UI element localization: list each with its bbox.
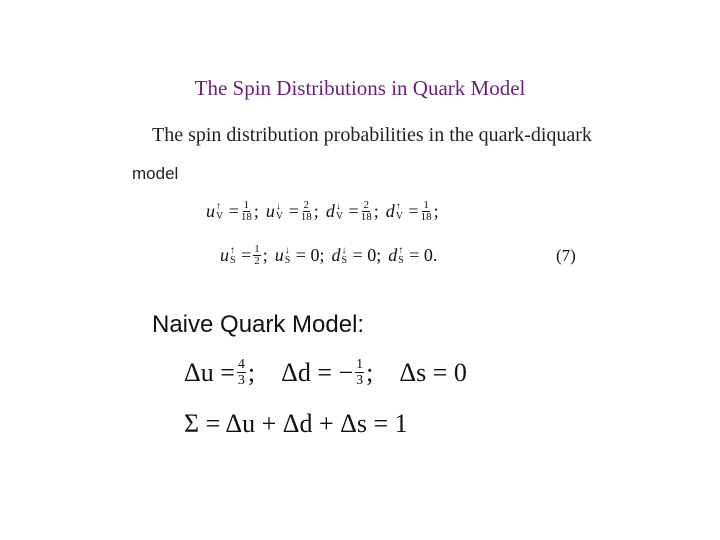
fraction: $\frac{1}{3}$ bbox=[356, 357, 364, 388]
equation-term: u ↑ V = $\frac{1}{18}$ ; bbox=[206, 199, 259, 223]
fraction: $\frac{2}{18}$ bbox=[360, 199, 372, 223]
fraction: $\frac{1}{2}$ bbox=[254, 243, 260, 267]
slide-title: The Spin Distributions in Quark Model bbox=[194, 76, 526, 100]
equation-term: d ↓ V = $\frac{2}{18}$ ; bbox=[325, 199, 379, 223]
fraction: $\frac{1}{18}$ bbox=[240, 199, 252, 223]
equation-term: d ↓ S = 0 ; bbox=[331, 244, 382, 266]
naive-quark-model-heading: Naive Quark Model: bbox=[152, 311, 365, 338]
spin-probability-row-scalar bbox=[220, 244, 444, 267]
equation-term: d ↑ S = 0 . bbox=[388, 244, 438, 266]
equation-term: u ↓ V = $\frac{2}{18}$ ; bbox=[265, 199, 319, 223]
spin-probability-row-valence bbox=[206, 200, 446, 223]
equation-number: (7) bbox=[556, 246, 576, 265]
delta-u-equation: Δu = $\frac{4}{3}$ ; bbox=[184, 357, 256, 388]
delta-s-equation: Δs = 0 bbox=[399, 357, 467, 387]
fraction: $\frac{2}{18}$ bbox=[300, 199, 312, 223]
sigma-sum-equation: Σ = Δu + Δd + Δs = 1 bbox=[184, 409, 408, 438]
fraction: $\frac{1}{18}$ bbox=[420, 199, 432, 223]
intro-text-line2: model bbox=[132, 164, 179, 183]
delta-d-equation: Δd = − $\frac{1}{3}$ ; bbox=[281, 357, 374, 388]
delta-equations-row bbox=[184, 357, 493, 388]
equation-term: u ↑ S = $\frac{1}{2}$ ; bbox=[220, 243, 268, 267]
fraction: $\frac{4}{3}$ bbox=[237, 357, 245, 388]
equation-term: u ↓ S = 0 ; bbox=[274, 244, 325, 266]
intro-text-line1: The spin distribution probabilities in the quark-diquark bbox=[152, 124, 592, 146]
equation-term: d ↑ V = $\frac{1}{18}$ ; bbox=[385, 199, 439, 223]
